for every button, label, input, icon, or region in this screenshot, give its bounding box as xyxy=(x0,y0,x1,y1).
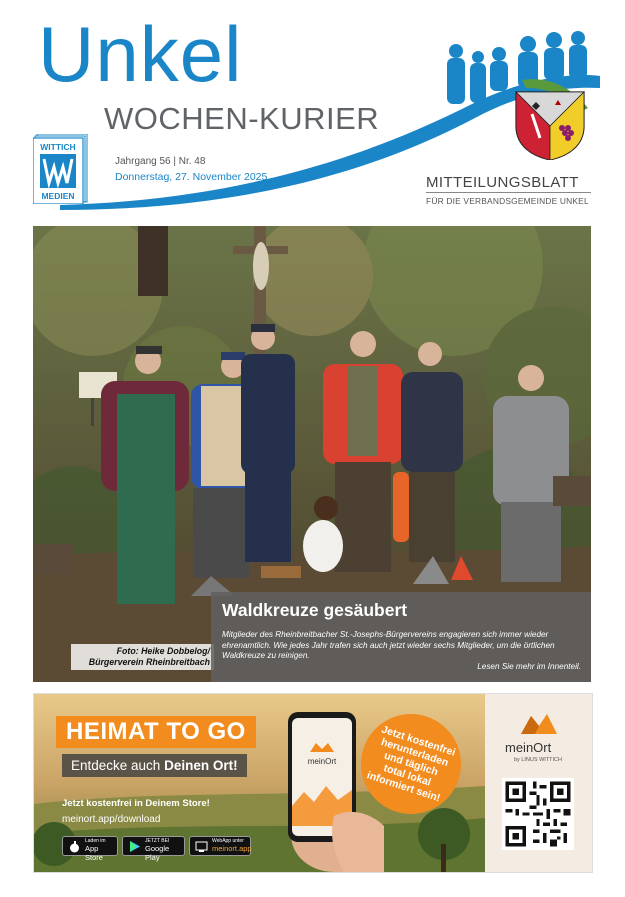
qr-code[interactable] xyxy=(502,778,574,850)
ad-brand-sub: by LINUS WITTICH xyxy=(514,757,562,763)
bulletin-title: MITTEILUNGSBLATT xyxy=(426,174,579,191)
meinort-logo-icon xyxy=(519,708,559,736)
photo-credit xyxy=(71,644,214,670)
svg-text:MEDIEN: MEDIEN xyxy=(41,191,75,201)
apple-icon xyxy=(68,840,81,853)
ad-store-line: Jetzt kostenfrei in Deinem Store! xyxy=(62,798,210,809)
masthead-subtitle: WOCHEN-KURIER xyxy=(104,101,380,136)
read-more-note: Lesen Sie mehr im Innenteil. xyxy=(477,662,581,671)
issue-number: Jahrgang 56 | Nr. 48 xyxy=(115,156,206,167)
divider xyxy=(426,192,591,193)
coat-of-arms-icon xyxy=(510,78,590,160)
headline-caption-box xyxy=(211,592,591,682)
bulletin-subtitle: FÜR DIE VERBANDSGEMEINDE UNKEL xyxy=(426,196,589,206)
article-headline[interactable]: Waldkreuze gesäubert xyxy=(222,600,408,620)
phone-brand-label: meinOrt xyxy=(307,757,337,766)
meinort-advertisement[interactable] xyxy=(33,693,593,873)
webapp-badge[interactable]: WebApp unter meinort.app xyxy=(189,836,251,856)
masthead-title: Unkel xyxy=(38,10,243,98)
ad-brand-name: meinOrt xyxy=(505,740,552,755)
ad-headline: HEIMAT TO GO xyxy=(56,716,256,748)
ad-promo-bubble: Jetzt kostenfrei herunterladen und täglich total lokal informiert sein! xyxy=(348,701,474,827)
photo-credit-line2: Bürgerverein Rheinbreitbach xyxy=(88,657,210,667)
cover-photo xyxy=(33,226,591,682)
google-play-icon xyxy=(128,840,141,853)
wittich-medien-logo xyxy=(33,134,89,204)
google-play-badge[interactable]: JETZT BEI Google Play xyxy=(122,836,185,856)
ad-tagline: Entdecke auch Deinen Ort! xyxy=(62,754,247,777)
ad-download-link[interactable]: meinort.app/download xyxy=(62,814,161,825)
article-teaser: Mitglieder des Rheinbreitbacher St.-Josephs-Bürgervereins engagieren sich immer wieder ehrenamtlich. Wie jedes Jahr trafen sich auch jetzt wieder sechs Mitglieder, um die örtlichen Waldkreuze zu reinigen. xyxy=(222,630,555,660)
svg-text:WITTICH: WITTICH xyxy=(40,142,76,152)
ad-brand-panel xyxy=(485,694,592,872)
browser-icon xyxy=(195,840,208,853)
photo-credit-line1: Foto: Heike Dobbelog/ xyxy=(116,646,210,656)
issue-date: Donnerstag, 27. November 2025 xyxy=(115,171,268,183)
app-store-badge[interactable]: Laden im App Store xyxy=(62,836,118,856)
